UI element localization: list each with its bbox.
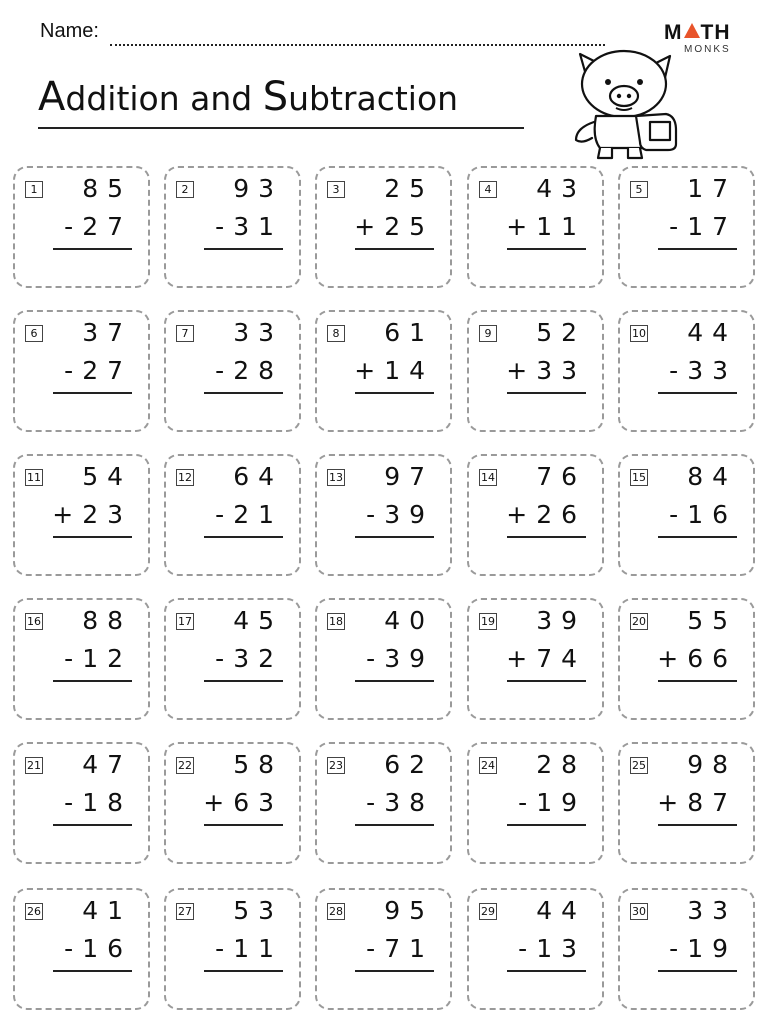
logo-wordmark: M TH — [664, 21, 731, 44]
problem-number: 28 — [329, 905, 343, 918]
name-label: Name: — [40, 20, 99, 42]
operator-row — [518, 934, 586, 963]
bottom-operand: 39 — [384, 644, 434, 673]
problem-number: 30 — [632, 905, 646, 918]
bottom-operand: 25 — [384, 212, 434, 241]
operator-row — [506, 644, 586, 673]
problem-card[interactable] — [467, 598, 604, 720]
top-operand: 85 — [82, 174, 132, 203]
operator-sign: + — [354, 212, 385, 241]
top-operand: 28 — [536, 750, 586, 779]
problem-number: 6 — [25, 325, 43, 342]
answer-line — [355, 680, 434, 682]
problem-number: 15 — [632, 471, 646, 484]
bottom-operand: 12 — [82, 644, 132, 673]
operator-row — [215, 644, 283, 673]
operator-sign: - — [669, 212, 688, 241]
operator-row — [669, 212, 737, 241]
bottom-operand: 18 — [82, 788, 132, 817]
top-operand: 64 — [233, 462, 283, 491]
answer-line — [507, 824, 586, 826]
problem-card[interactable] — [164, 888, 301, 1010]
top-operand: 88 — [82, 606, 132, 635]
operator-row — [657, 644, 737, 673]
operator-row — [506, 356, 586, 385]
operator-sign: - — [64, 212, 83, 241]
bottom-operand: 66 — [687, 644, 737, 673]
bottom-operand: 32 — [233, 644, 283, 673]
problem-card[interactable] — [315, 742, 452, 864]
bottom-operand: 27 — [82, 356, 132, 385]
operator-sign: + — [52, 500, 83, 529]
operator-sign: + — [506, 644, 537, 673]
problem-card[interactable] — [315, 454, 452, 576]
problem-number: 14 — [481, 471, 495, 484]
operator-row — [52, 500, 132, 529]
top-operand: 98 — [687, 750, 737, 779]
operator-row — [669, 356, 737, 385]
operator-row — [669, 500, 737, 529]
bottom-operand: 74 — [536, 644, 586, 673]
problem-number: 16 — [27, 615, 41, 628]
operator-row — [366, 500, 434, 529]
operator-row — [203, 788, 283, 817]
operator-sign: - — [215, 356, 234, 385]
operator-row — [215, 356, 283, 385]
operator-row — [657, 788, 737, 817]
top-operand: 17 — [687, 174, 737, 203]
bottom-operand: 14 — [384, 356, 434, 385]
operator-sign: - — [366, 934, 385, 963]
problem-number: 18 — [329, 615, 343, 628]
top-operand: 58 — [233, 750, 283, 779]
problem-card[interactable] — [13, 454, 150, 576]
operator-row — [366, 644, 434, 673]
operator-row — [354, 356, 434, 385]
operator-row — [64, 212, 132, 241]
top-operand: 39 — [536, 606, 586, 635]
operator-row — [215, 212, 283, 241]
answer-line — [658, 392, 737, 394]
problem-number: 26 — [27, 905, 41, 918]
operator-sign: - — [366, 644, 385, 673]
operator-sign: + — [354, 356, 385, 385]
operator-row — [506, 212, 586, 241]
operator-sign: - — [215, 212, 234, 241]
top-operand: 93 — [233, 174, 283, 203]
problem-card[interactable] — [164, 454, 301, 576]
problem-card[interactable] — [618, 742, 755, 864]
problem-card[interactable] — [618, 310, 755, 432]
answer-line — [658, 824, 737, 826]
problem-card[interactable] — [618, 888, 755, 1010]
operator-sign: - — [64, 644, 83, 673]
answer-line — [53, 392, 132, 394]
answer-line — [204, 536, 283, 538]
problem-card[interactable] — [315, 888, 452, 1010]
answer-line — [355, 824, 434, 826]
bottom-operand: 38 — [384, 788, 434, 817]
operator-sign: + — [203, 788, 234, 817]
operator-sign: + — [657, 644, 688, 673]
answer-line — [507, 536, 586, 538]
top-operand: 61 — [384, 318, 434, 347]
problem-number: 5 — [630, 181, 648, 198]
problem-card[interactable] — [467, 454, 604, 576]
operator-sign: - — [64, 356, 83, 385]
problem-number: 12 — [178, 471, 192, 484]
answer-line — [204, 970, 283, 972]
problem-number: 24 — [481, 759, 495, 772]
operator-row — [506, 500, 586, 529]
problem-number: 21 — [27, 759, 41, 772]
bottom-operand: 16 — [82, 934, 132, 963]
name-field[interactable] — [40, 18, 605, 48]
problem-card[interactable] — [164, 742, 301, 864]
top-operand: 44 — [687, 318, 737, 347]
top-operand: 43 — [536, 174, 586, 203]
problem-number: 25 — [632, 759, 646, 772]
top-operand: 52 — [536, 318, 586, 347]
bottom-operand: 39 — [384, 500, 434, 529]
operator-sign: - — [518, 934, 537, 963]
answer-line — [204, 392, 283, 394]
answer-line — [355, 536, 434, 538]
top-operand: 97 — [384, 462, 434, 491]
problem-card[interactable] — [618, 166, 755, 288]
bottom-operand: 28 — [233, 356, 283, 385]
operator-sign: - — [669, 356, 688, 385]
top-operand: 84 — [687, 462, 737, 491]
problem-number: 17 — [178, 615, 192, 628]
answer-line — [53, 680, 132, 682]
bottom-operand: 31 — [233, 212, 283, 241]
bottom-operand: 33 — [687, 356, 737, 385]
name-line[interactable] — [110, 44, 605, 46]
top-operand: 62 — [384, 750, 434, 779]
operator-sign: + — [657, 788, 688, 817]
bottom-operand: 16 — [687, 500, 737, 529]
top-operand: 47 — [82, 750, 132, 779]
operator-row — [215, 934, 283, 963]
operator-row — [518, 788, 586, 817]
answer-line — [658, 970, 737, 972]
problem-grid — [13, 166, 758, 1018]
logo-subtext: MONKS — [684, 44, 731, 55]
operator-sign: + — [506, 500, 537, 529]
operator-row — [669, 934, 737, 963]
top-operand: 44 — [536, 896, 586, 925]
top-operand: 55 — [687, 606, 737, 635]
top-operand: 53 — [233, 896, 283, 925]
problem-card[interactable] — [13, 888, 150, 1010]
answer-line — [355, 392, 434, 394]
problem-card[interactable] — [164, 166, 301, 288]
problem-card[interactable] — [467, 888, 604, 1010]
bottom-operand: 17 — [687, 212, 737, 241]
bottom-operand: 13 — [536, 934, 586, 963]
operator-sign: - — [669, 500, 688, 529]
problem-card[interactable] — [618, 454, 755, 576]
problem-card[interactable] — [13, 166, 150, 288]
problem-card[interactable] — [467, 310, 604, 432]
top-operand: 25 — [384, 174, 434, 203]
answer-line — [204, 248, 283, 250]
operator-row — [64, 934, 132, 963]
top-operand: 37 — [82, 318, 132, 347]
problem-number: 13 — [329, 471, 343, 484]
answer-line — [53, 970, 132, 972]
title-underline — [38, 127, 524, 129]
operator-sign: + — [506, 356, 537, 385]
bottom-operand: 71 — [384, 934, 434, 963]
top-operand: 54 — [82, 462, 132, 491]
problem-number: 9 — [479, 325, 497, 342]
problem-number: 8 — [327, 325, 345, 342]
problem-card[interactable] — [315, 310, 452, 432]
operator-sign: - — [215, 934, 234, 963]
operator-row — [354, 212, 434, 241]
answer-line — [355, 970, 434, 972]
logo-triangle-icon — [684, 23, 700, 38]
top-operand: 41 — [82, 896, 132, 925]
top-operand: 45 — [233, 606, 283, 635]
answer-line — [53, 536, 132, 538]
problem-number: 10 — [632, 327, 646, 340]
operator-sign: - — [64, 788, 83, 817]
bottom-operand: 63 — [233, 788, 283, 817]
problem-number: 27 — [178, 905, 192, 918]
operator-sign: - — [64, 934, 83, 963]
problem-card[interactable] — [315, 598, 452, 720]
answer-line — [658, 680, 737, 682]
operator-row — [366, 788, 434, 817]
problem-card[interactable] — [164, 598, 301, 720]
problem-card[interactable] — [467, 742, 604, 864]
operator-sign: - — [215, 644, 234, 673]
answer-line — [658, 536, 737, 538]
problem-card[interactable] — [467, 166, 604, 288]
operator-sign: - — [366, 788, 385, 817]
problem-number: 23 — [329, 759, 343, 772]
operator-row — [64, 644, 132, 673]
problem-number: 7 — [176, 325, 194, 342]
pig-with-backpack-icon — [566, 44, 686, 162]
top-operand: 33 — [687, 896, 737, 925]
operator-row — [64, 356, 132, 385]
problem-card[interactable] — [618, 598, 755, 720]
operator-sign: - — [366, 500, 385, 529]
problem-card[interactable] — [13, 598, 150, 720]
answer-line — [204, 680, 283, 682]
bottom-operand: 19 — [536, 788, 586, 817]
operator-sign: - — [518, 788, 537, 817]
operator-sign: - — [669, 934, 688, 963]
top-operand: 95 — [384, 896, 434, 925]
problem-number: 1 — [25, 181, 43, 198]
bottom-operand: 33 — [536, 356, 586, 385]
bottom-operand: 11 — [536, 212, 586, 241]
bottom-operand: 11 — [233, 934, 283, 963]
problem-number: 11 — [27, 471, 41, 484]
top-operand: 40 — [384, 606, 434, 635]
answer-line — [53, 248, 132, 250]
operator-sign: + — [506, 212, 537, 241]
problem-number: 4 — [479, 181, 497, 198]
problem-number: 2 — [176, 181, 194, 198]
problem-card[interactable] — [13, 310, 150, 432]
problem-number: 19 — [481, 615, 495, 628]
problem-number: 3 — [327, 181, 345, 198]
bottom-operand: 23 — [82, 500, 132, 529]
bottom-operand: 27 — [82, 212, 132, 241]
operator-sign: - — [215, 500, 234, 529]
bottom-operand: 87 — [687, 788, 737, 817]
answer-line — [53, 824, 132, 826]
bottom-operand: 26 — [536, 500, 586, 529]
problem-card[interactable] — [164, 310, 301, 432]
bottom-operand: 19 — [687, 934, 737, 963]
answer-line — [507, 970, 586, 972]
top-operand: 33 — [233, 318, 283, 347]
problem-card[interactable] — [315, 166, 452, 288]
answer-line — [507, 392, 586, 394]
problem-card[interactable] — [13, 742, 150, 864]
operator-row — [366, 934, 434, 963]
page-title: Addition and Subtraction — [38, 74, 459, 120]
answer-line — [507, 680, 586, 682]
answer-line — [355, 248, 434, 250]
problem-number: 29 — [481, 905, 495, 918]
answer-line — [204, 824, 283, 826]
bottom-operand: 21 — [233, 500, 283, 529]
problem-number: 22 — [178, 759, 192, 772]
answer-line — [507, 248, 586, 250]
top-operand: 76 — [536, 462, 586, 491]
operator-row — [215, 500, 283, 529]
answer-line — [658, 248, 737, 250]
operator-row — [64, 788, 132, 817]
problem-number: 20 — [632, 615, 646, 628]
